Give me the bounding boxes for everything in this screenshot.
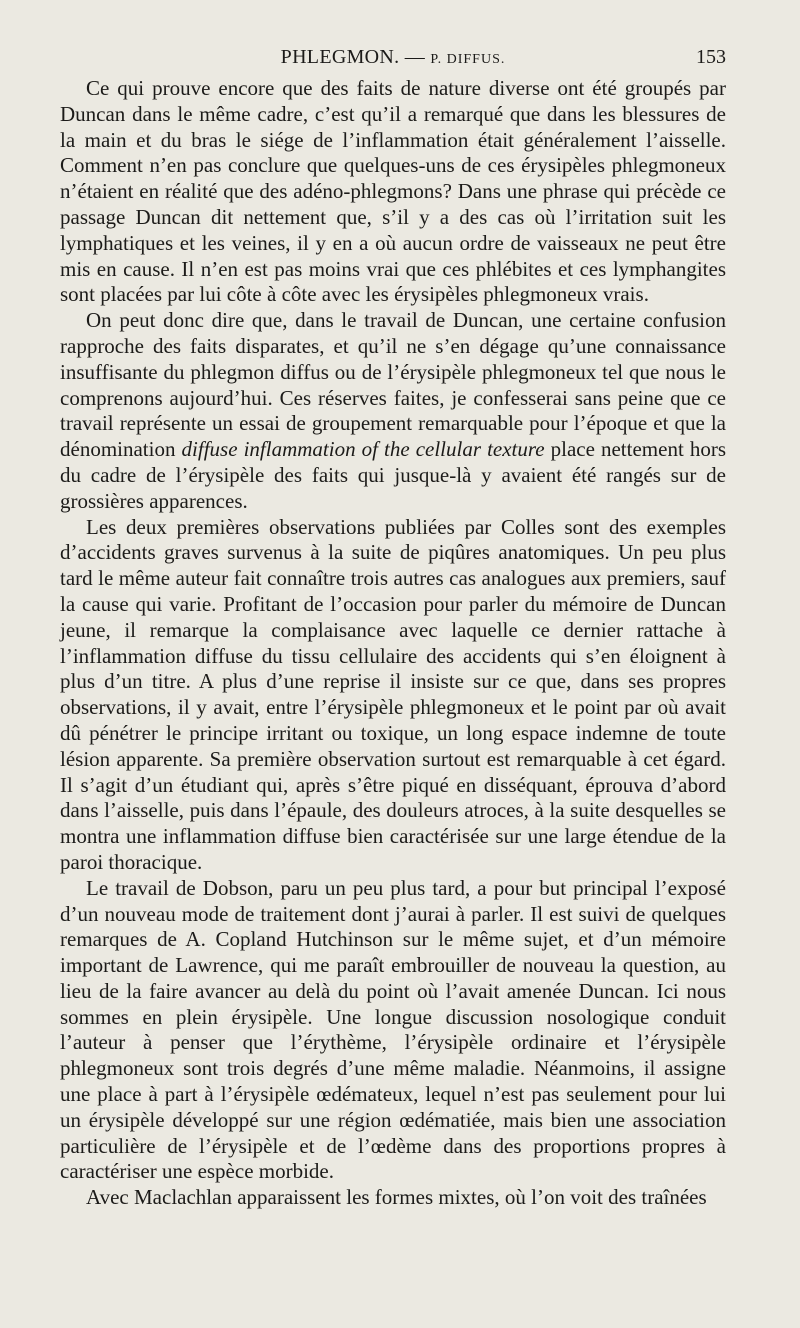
- header-subtitle: P. DIFFUS.: [430, 52, 506, 67]
- paragraph-2-text-after: place nettement hors du cadre de l’érysipèle des faits qui jusque-là y avaient été rangés sur de grossières apparences.: [60, 437, 726, 513]
- paragraph-2: [60, 308, 726, 514]
- paragraph-2-text-before: On peut donc dire que, dans le travail de Duncan, une certaine confusion rapproche des faits disparates, et qu’il ne s’en dégage qu’une connaissance insuffisante du phlegmon diffus ou de l’érysipèle phlegmoneux tel que nous le comprenons aujourd’hui. Ces réserves faites, je confesserai sans peine que ce travail représente un essai de groupement remarquable pour l’époque et que la dénomination: [60, 308, 726, 462]
- paragraph-4: Le travail de Dobson, paru un peu plus tard, a pour but principal l’exposé d’un nouveau mode de traitement dont j’aurai à parler. Il est suivi de quelques remarques de A. Copland Hutchinson sur le même sujet, et d’un mémoire important de Lawrence, qui me paraît embrouiller de nouveau la question, au lieu de la faire avancer au delà du point où l’avait amenée Duncan. Ici nous sommes en plein érysipèle. Une longue discussion nosologique conduit l’auteur à penser que l’érythème, l’érysipèle ordinaire et l’érysipèle phlegmoneux sont trois degrés d’une même maladie. Néanmoins, il assigne une place à part à l’érysipèle œdémateux, lequel n’est pas seulement pour lui un érysipèle développé sur une région œdématiée, mais bien une association particulière de l’érysipèle et de l’œdème dans des proportions propres à caractériser une espèce morbide.: [60, 875, 726, 1184]
- paragraph-2-italic-term: diffuse inflammation of the cellular texture: [181, 437, 545, 462]
- page-number: 153: [696, 46, 726, 68]
- header-title: PHLEGMON.: [280, 46, 400, 68]
- paragraph-5: Avec Maclachlan apparaissent les formes mixtes, où l’on voit des traînées: [86, 1185, 707, 1210]
- paragraph-1: Ce qui prouve encore que des faits de nature diverse ont été groupés par Duncan dans le même cadre, c’est qu’il a remarqué que dans les blessures de la main et du bras le siége de l’inflammation était généralement l’aisselle. Comment n’en pas conclure que quelques-uns de ces érysipèles phlegmoneux n’étaient en réalité que des adéno-phlegmons? Dans une phrase qui précède ce passage Duncan dit nettement que, s’il y a des cas où l’irritation suit les lymphatiques et les veines, il y en a où aucun ordre de vaisseaux ne peut être mis en cause. Il n’en est pas moins vrai que ces phlébites et ces lymphangites sont placées par lui côte à côte avec les érysipèles phlegmoneux vrais.: [60, 76, 726, 307]
- header-dash: —: [399, 46, 431, 68]
- paragraph-3: Les deux premières observations publiées par Colles sont des exemples d’accidents graves survenus à la suite de piqûres anatomiques. Un peu plus tard le même auteur fait connaître trois autres cas analogues aux premiers, sauf la cause qui varie. Profitant de l’occasion pour parler du mémoire de Duncan jeune, il remarque la complaisance avec laquelle ce dernier rattache à l’inflammation diffuse du tissu cellulaire des accidents qui s’en éloignent à plus d’un titre. A plus d’une reprise il insiste sur ce que, dans ses propres observations, il y avait, entre l’érysipèle phlegmoneux et le point par où avait dû pénétrer le principe irritant ou toxique, un long espace indemne de toute lésion apparente. Sa première observation surtout est remarquable à cet égard. Il s’agit d’un étudiant qui, après s’être piqué en disséquant, éprouva d’abord dans l’aisselle, puis dans l’épaule, des douleurs atroces, à la suite desquelles se montra une inflammation diffuse bien caractérisée sur une large étendue de la paroi thoracique.: [60, 514, 726, 874]
- running-header: [60, 42, 726, 72]
- running-title: [60, 42, 726, 75]
- body-text: [60, 76, 726, 1211]
